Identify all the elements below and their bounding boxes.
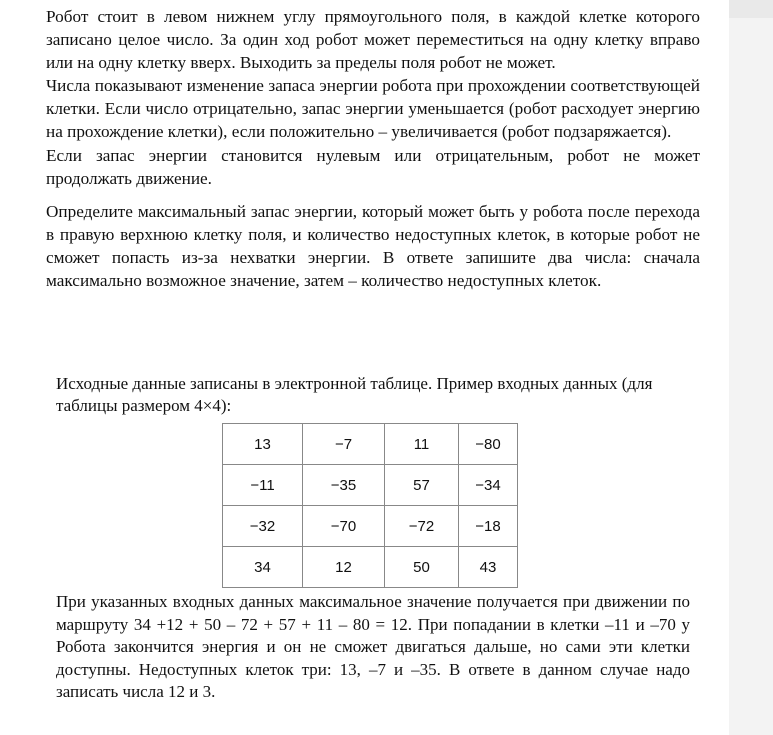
table-cell: −34 xyxy=(459,465,518,506)
table-cell: −80 xyxy=(459,424,518,465)
table-cell: −7 xyxy=(303,424,385,465)
table-cell: 11 xyxy=(385,424,459,465)
table-cell: 57 xyxy=(385,465,459,506)
table-cell: −72 xyxy=(385,506,459,547)
side-strip xyxy=(729,0,773,735)
table-cell: 50 xyxy=(385,547,459,588)
task-paragraph-3: Если запас энергии становится нулевым или отрицательным, робот не может продолжать движение. xyxy=(46,145,700,188)
table-cell: 12 xyxy=(303,547,385,588)
table-cell: −18 xyxy=(459,506,518,547)
table-cell: −70 xyxy=(303,506,385,547)
task-paragraph-2: Числа показывают изменение запаса энергии робота при прохождении соответствующей клетки. Если число отрицательно, запас энергии уменьшается (робот расходует энергию на прохождение клетки), если положительно – увеличивается (робот подзаряжается). xyxy=(46,76,700,142)
task-paragraph-1: Робот стоит в левом нижнем углу прямоугольного поля, в каждой клетке которого записано целое число. За один ход робот может переместиться на одну клетку вправо или на одну клетку вверх. Выходить за пределы поля робот не может. xyxy=(46,7,700,73)
task-text xyxy=(46,5,700,292)
example-intro: Исходные данные записаны в электронной таблице. Пример входных данных (для таблицы размером 4×4): xyxy=(56,374,653,415)
table-row xyxy=(223,424,518,465)
table-row xyxy=(223,465,518,506)
table-cell: 43 xyxy=(459,547,518,588)
table-cell: 34 xyxy=(223,547,303,588)
side-strip-top xyxy=(729,0,773,18)
table-cell: −35 xyxy=(303,465,385,506)
table-cell: 13 xyxy=(223,424,303,465)
example-block xyxy=(56,373,690,701)
table-row xyxy=(223,547,518,588)
example-table xyxy=(222,423,518,588)
table-cell: −32 xyxy=(223,506,303,547)
example-explanation: При указанных входных данных максимальное значение получается при движении по маршруту 34 +12 + 50 – 72 + 57 + 11 – 80 = 12. При попадании в клетки –11 и –70 у Робота закончится энергия и он не сможет двигаться дальше, но сами эти клетки доступны. Недоступных клеток три: 13, –7 и –35. В ответе в данном случае надо записать числа 12 и 3. xyxy=(56,592,690,701)
table-row xyxy=(223,506,518,547)
task-paragraph-4: Определите максимальный запас энергии, который может быть у робота после перехода в правую верхнюю клетку поля, и количество недоступных клеток, в которые робот не сможет попасть из-за нехватки энергии. В ответе запишите два числа: сначала максимально возможное значение, затем – количество недоступных клеток. xyxy=(46,201,700,291)
table-cell: −11 xyxy=(223,465,303,506)
